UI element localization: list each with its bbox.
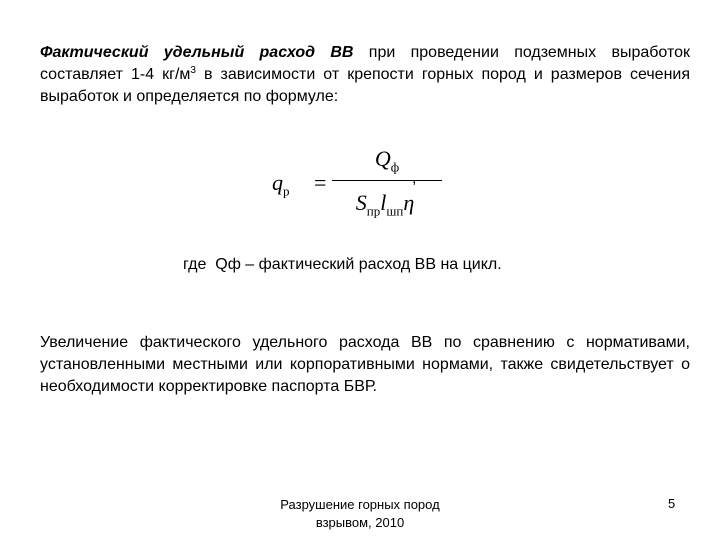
conclusion-paragraph: Увеличение фактического удельного расхода ВВ по сравнению с нормативами, установленными местными или корпоративными нормами, также свидетельствует о необходимости корректировке паспорта БВР. xyxy=(40,334,690,395)
intro-body-text: при проведении подземных выработок составляет 1-4 кг/м xyxy=(40,44,690,83)
formula-denominator: $S_{пр}l_{шп}\eta$ xyxy=(355,190,415,219)
intro-lead-text: Фактический удельный расход ВВ xyxy=(40,44,354,61)
footer-line-1: Разрушение горных пород xyxy=(280,497,440,512)
intro-paragraph xyxy=(40,42,690,108)
page-number: 5 xyxy=(668,496,676,511)
fraction-bar xyxy=(332,180,442,181)
footer-line-2: взрывом, 2010 xyxy=(315,515,405,530)
specific-consumption-formula xyxy=(268,146,428,222)
intro-superscript: 3 xyxy=(190,65,196,76)
where-definition: где Qф – фактический расход ВВ на цикл. xyxy=(183,256,502,273)
footer-caption xyxy=(255,496,465,532)
formula-lhs: $q_р$ xyxy=(272,170,290,199)
formula-comma: , xyxy=(412,170,417,187)
formula-equals: = xyxy=(314,170,327,195)
intro-body-text-end: в зависимости от крепости горных пород и размеров сечения выработок и определяется по формуле: xyxy=(40,66,691,105)
formula-numerator: $Q_ф$ xyxy=(374,146,400,175)
